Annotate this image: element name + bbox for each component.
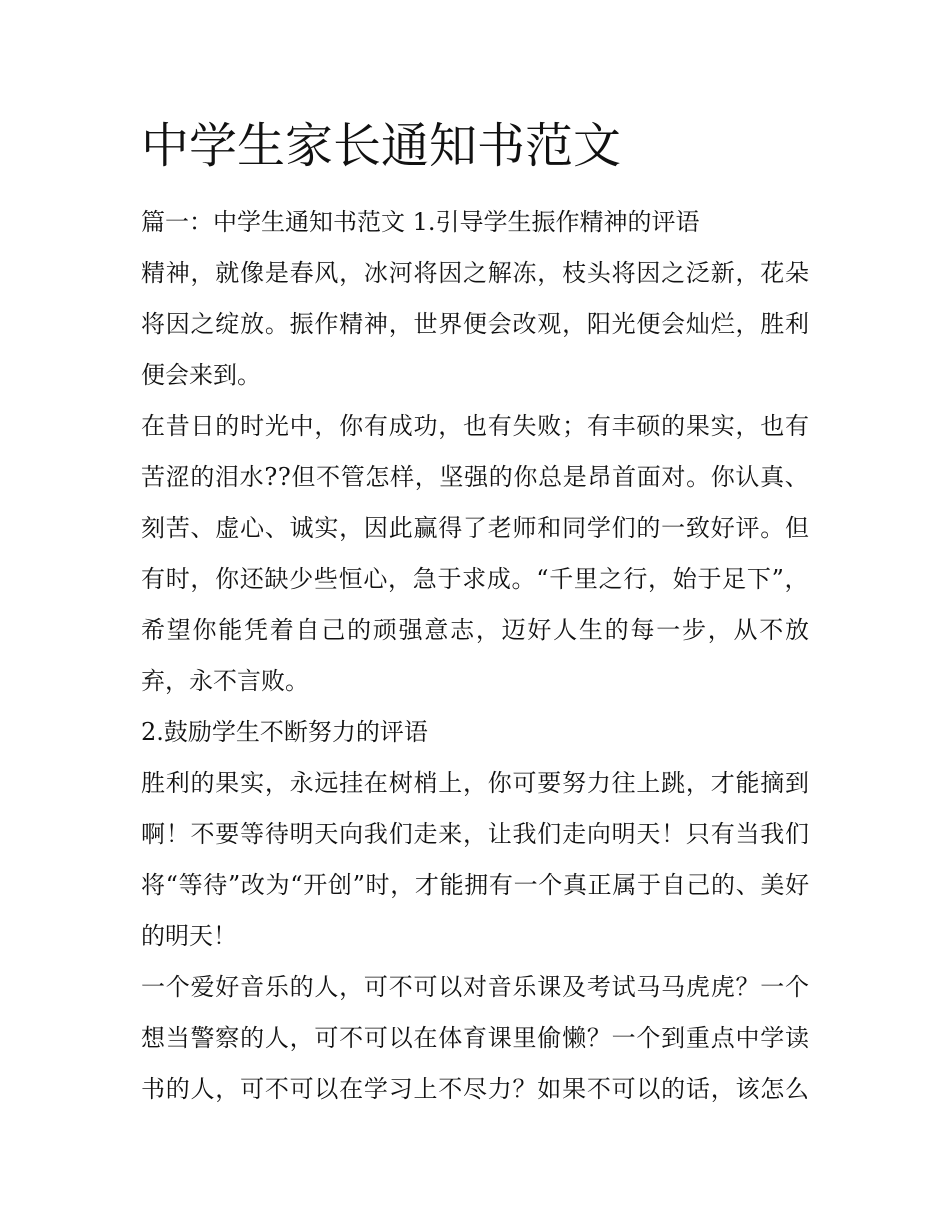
paragraph-line: 胜利的果实，永远挂在树梢上，你可要努力往上跳，才能摘到 xyxy=(141,769,810,797)
paragraph-line: 希望你能凭着自己的顽强意志，迈好人生的每一步，从不放 xyxy=(141,616,811,644)
paragraph-line: 弃，永不言败。 xyxy=(141,667,309,695)
paragraph-line: 将因之绽放。振作精神，世界便会改观，阳光便会灿烂，胜利 xyxy=(141,310,810,338)
document-title: 中学生家长通知书范文 xyxy=(141,118,622,174)
paragraph-line: 的明天！ xyxy=(141,922,237,950)
paragraph-line: 书的人，可不可以在学习上不尽力？如果不可以的话，该怎么 xyxy=(141,1075,810,1103)
paragraph-line: 想当警察的人，可不可以在体育课里偷懒？一个到重点中学读 xyxy=(141,1024,810,1052)
section-heading: 2.鼓励学生不断努力的评语 xyxy=(141,718,428,746)
paragraph-line: 一个爱好音乐的人，可不可以对音乐课及考试马马虎虎？一个 xyxy=(141,973,810,1001)
paragraph-line: 便会来到。 xyxy=(141,361,261,389)
paragraph-line: 将“等待”改为“开创”时，才能拥有一个真正属于自己的、美好 xyxy=(141,871,810,899)
paragraph-line: 啊！不要等待明天向我们走来，让我们走向明天！只有当我们 xyxy=(141,820,810,848)
section-heading: 篇一：中学生通知书范文 1.引导学生振作精神的评语 xyxy=(141,208,700,236)
paragraph-line: 有时，你还缺少些恒心，急于求成。“千里之行，始于足下”， xyxy=(141,565,810,593)
paragraph-line: 苦涩的泪水??但不管怎样，坚强的你总是昂首面对。你认真、 xyxy=(141,463,810,491)
paragraph-line: 精神，就像是春风，冰河将因之解冻，枝头将因之泛新，花朵 xyxy=(141,259,810,287)
paragraph-line: 在昔日的时光中，你有成功，也有失败；有丰硕的果实，也有 xyxy=(141,412,810,440)
paragraph-line: 刻苦、虚心、诚实，因此赢得了老师和同学们的一致好评。但 xyxy=(141,514,810,542)
